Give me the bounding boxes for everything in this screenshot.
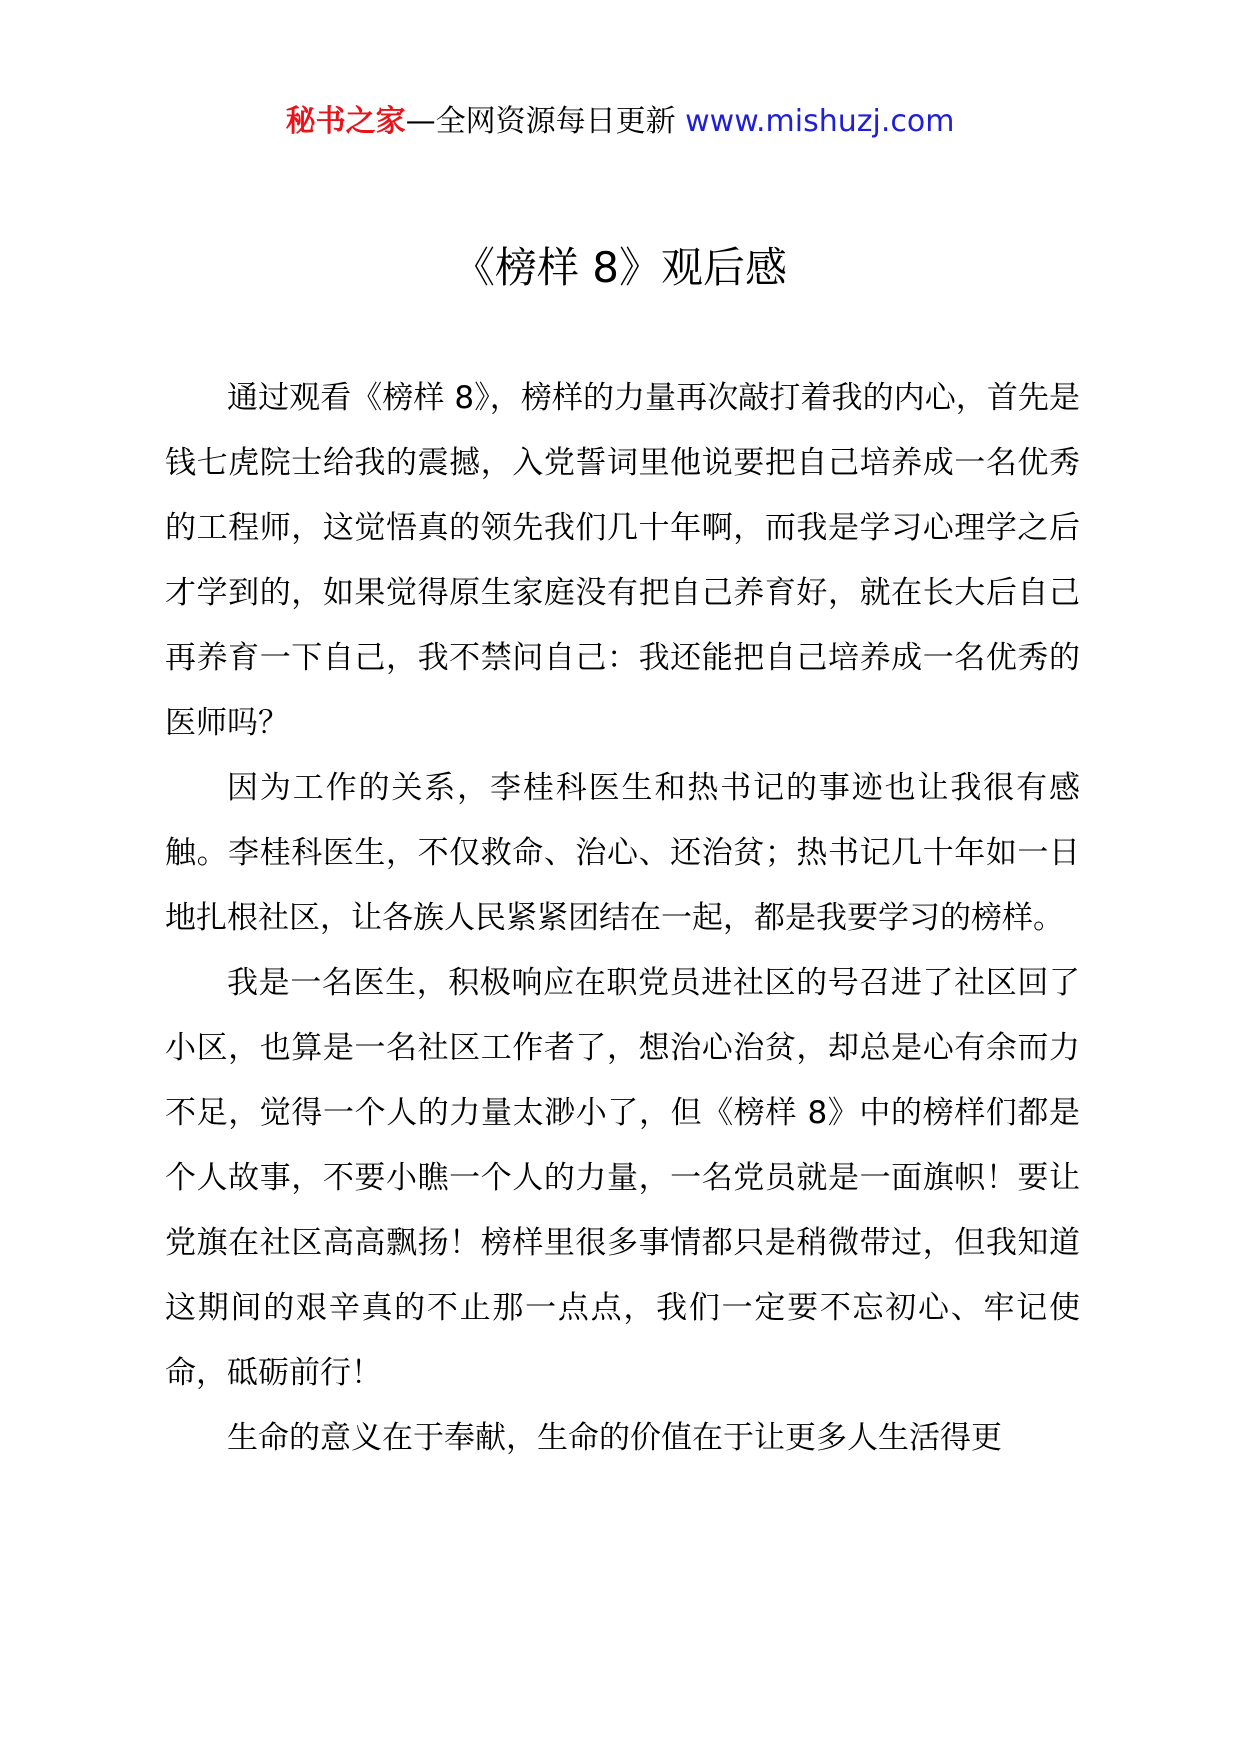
paragraph-2: 因为工作的关系，李桂科医生和热书记的事迹也让我很有感触。李桂科医生，不仅救命、治心、还治贫；热书记几十年如一日地扎根社区，让各族人民紧紧团结在一起，都是我要学习的榜样。 [165,770,1080,936]
site-url: www.mishuzj.com [685,104,955,139]
paragraph-4: 生命的意义在于奉献，生命的价值在于让更多人生活得更 [227,1420,1002,1456]
site-brand: 秘书之家 [285,104,406,139]
document-body [165,366,1080,1471]
document-title: 《榜样 8》观后感 [452,243,788,292]
site-tagline: —全网资源每日更新 [405,104,676,139]
paragraph-1: 通过观看《榜样 8》，榜样的力量再次敲打着我的内心，首先是钱七虎院士给我的震撼，入党誓词里他说要把自己培养成一名优秀的工程师，这觉悟真的领先我们几十年啊，而我是学习心理学之后才学到的，如果觉得原生家庭没有把自己养育好，就在长大后自己再养育一下自己，我不禁问自己：我还能把自己培养成一名优秀的医师吗？ [165,380,1080,741]
paragraph-3: 我是一名医生，积极响应在职党员进社区的号召进了社区回了小区，也算是一名社区工作者了，想治心治贫，却总是心有余而力不足，觉得一个人的力量太渺小了，但《榜样 8》中的榜样们都是个人故事，不要小瞧一个人的力量，一名党员就是一面旗帜！要让党旗在社区高高飘扬！榜样里很多事情都只是稍微带过，但我知道这期间的艰辛真的不止那一点点，我们一定要不忘初心、牢记使命，砥砺前行！ [165,965,1080,1391]
site-header [0,100,1240,144]
